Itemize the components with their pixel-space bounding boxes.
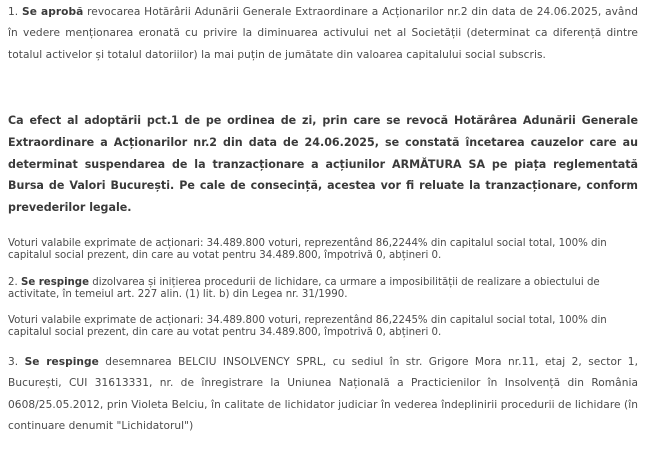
item-number: 2. (8, 277, 18, 288)
resolution-1 (8, 2, 638, 66)
resolution-verb: Se respinge (20, 277, 90, 288)
item-number: 1. (8, 6, 19, 18)
resolution-2 (8, 277, 638, 302)
resolution-3 (8, 352, 638, 437)
resolution-verb: Se aprobă (22, 6, 84, 18)
resolution-text: desemnarea BELCIU INSOLVENCY SPRL, cu sediul în str. Grigore Mora nr.11, etaj 2, sector 1, București, CUI 31613331, nr. de înregistrare la Uniunea Națională a Practicienilor în Insolvență din România 0608/25.05.2012, prin Violeta Belciu, în calitate de lichidator judiciar în vederea îndeplinirii procedurii de lichidare (în continuare denumit "Lichidatorul") (8, 356, 638, 432)
effect-paragraph: Ca efect al adoptării pct.1 de pe ordinea de zi, prin care se revocă Hotărârea Adunării Generale Extraordinare a Acționarilor nr.2 din data de 24.06.2025, se constată încetarea cauzelor care au determinat suspendarea de la tranzacționare a acțiunilor ARMĂTURA SA pe piața reglementată Bursa de Valori București. Pe cale de consecință, acestea vor fi reluate la tranzacționare, conform prevederilor legale. (8, 114, 638, 215)
resolution-verb: Se respinge (24, 356, 99, 368)
vote-result-1: Voturi valabile exprimate de acționari: 34.489.800 voturi, reprezentând 86,2244% din capitalul social total, 100% din capitalul social prezent, din care au votat pentru 34.489.800, împotrivă 0, abțineri 0. (8, 238, 607, 262)
resolution-text: revocarea Hotărârii Adunării Generale Extraordinare a Acționarilor nr.2 din data de 24.06.2025, având în vedere menționarea eronată cu privire la diminuarea activului net al Societății (determinat ca diferență dintre totalul activelor și totalul datoriilor) la mai puțin de jumătate din valoarea capitalului social subscris. (8, 6, 639, 61)
vote-result-2: Voturi valabile exprimate de acționari: 34.489.800 voturi, reprezentând 86,2245% din capitalul social total, 100% din capitalul social prezent, din care au votat pentru 34.489.800, împotrivă 0, abțineri 0. (8, 315, 607, 339)
item-number: 3. (8, 356, 19, 368)
resolution-text: dizolvarea și inițierea procedurii de lichidare, ca urmare a imposibilității de realizare a obiectului de activitate, în temeiul art. 227 alin. (1) lit. b) din Legea nr. 31/1990. (8, 277, 600, 301)
